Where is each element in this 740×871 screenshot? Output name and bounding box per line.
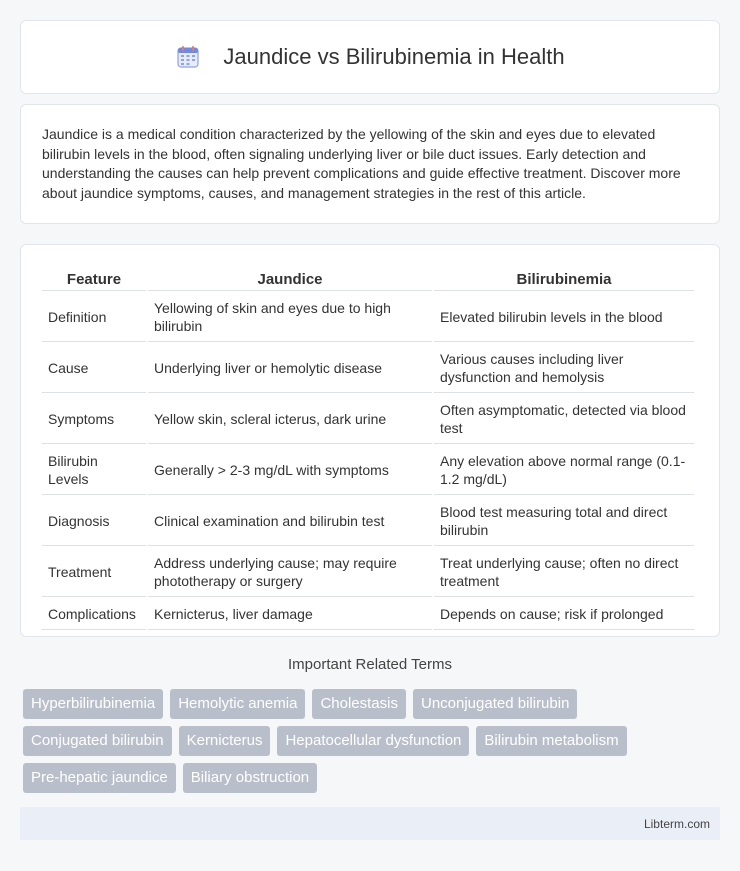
footer-site-link[interactable]: Libterm.com bbox=[643, 817, 710, 831]
row-jaundice: Kernicterus, liver damage bbox=[148, 599, 432, 630]
row-feature: Cause bbox=[42, 344, 146, 393]
row-feature: Treatment bbox=[42, 548, 146, 597]
row-bilirubinemia: Blood test measuring total and direct bilirubin bbox=[434, 497, 694, 546]
term-chip[interactable]: Hepatocellular dysfunction bbox=[277, 726, 469, 756]
row-jaundice: Address underlying cause; may require phototherapy or surgery bbox=[148, 548, 432, 597]
row-jaundice: Generally > 2-3 mg/dL with symptoms bbox=[148, 446, 432, 495]
comparison-table-card bbox=[20, 244, 720, 637]
term-chip[interactable]: Pre-hepatic jaundice bbox=[23, 763, 176, 793]
table-row bbox=[42, 548, 694, 597]
row-bilirubinemia: Often asymptomatic, detected via blood test bbox=[434, 395, 694, 444]
table-row bbox=[42, 497, 694, 546]
table-row bbox=[42, 395, 694, 444]
term-chip[interactable]: Cholestasis bbox=[312, 689, 406, 719]
row-feature: Definition bbox=[42, 293, 146, 342]
row-bilirubinemia: Various causes including liver dysfunction and hemolysis bbox=[434, 344, 694, 393]
header-jaundice: Jaundice bbox=[148, 265, 432, 291]
row-jaundice: Clinical examination and bilirubin test bbox=[148, 497, 432, 546]
term-chip[interactable]: Biliary obstruction bbox=[183, 763, 317, 793]
row-jaundice: Yellow skin, scleral icterus, dark urine bbox=[148, 395, 432, 444]
table-row bbox=[42, 293, 694, 342]
term-chip[interactable]: Bilirubin metabolism bbox=[476, 726, 626, 756]
related-terms-title: Important Related Terms bbox=[288, 656, 452, 673]
term-chip[interactable]: Hemolytic anemia bbox=[170, 689, 305, 719]
calendar-icon bbox=[175, 44, 201, 70]
row-feature: Diagnosis bbox=[42, 497, 146, 546]
page-title: Jaundice vs Bilirubinemia in Health bbox=[223, 44, 565, 69]
footer bbox=[20, 807, 720, 840]
row-bilirubinemia: Depends on cause; risk if prolonged bbox=[434, 599, 694, 630]
term-chip[interactable]: Unconjugated bilirubin bbox=[413, 689, 577, 719]
term-chip[interactable]: Conjugated bilirubin bbox=[23, 726, 172, 756]
intro-card bbox=[20, 104, 720, 224]
row-bilirubinemia: Any elevation above normal range (0.1-1.2 mg/dL) bbox=[434, 446, 694, 495]
intro-text: Jaundice is a medical condition characterized by the yellowing of the skin and eyes due to elevated bilirubin levels in the blood, often signaling underlying liver or bile duct issues. Early detection and understanding the causes can help prevent complications and guide effective treatment. Discover more about jaundice symptoms, causes, and management strategies in the rest of this article. bbox=[42, 126, 681, 201]
row-feature: Complications bbox=[42, 599, 146, 630]
table-row bbox=[42, 446, 694, 495]
table-header-row bbox=[42, 265, 694, 291]
row-jaundice: Yellowing of skin and eyes due to high bilirubin bbox=[148, 293, 432, 342]
related-terms-list bbox=[23, 689, 723, 800]
row-feature: Symptoms bbox=[42, 395, 146, 444]
row-bilirubinemia: Elevated bilirubin levels in the blood bbox=[434, 293, 694, 342]
header-card bbox=[20, 20, 720, 94]
term-chip[interactable]: Kernicterus bbox=[179, 726, 271, 756]
table-row bbox=[42, 599, 694, 630]
term-chip[interactable]: Hyperbilirubinemia bbox=[23, 689, 163, 719]
row-feature: Bilirubin Levels bbox=[42, 446, 146, 495]
header-bilirubinemia: Bilirubinemia bbox=[434, 265, 694, 291]
header-feature: Feature bbox=[42, 265, 146, 291]
table-row bbox=[42, 344, 694, 393]
row-jaundice: Underlying liver or hemolytic disease bbox=[148, 344, 432, 393]
row-bilirubinemia: Treat underlying cause; often no direct treatment bbox=[434, 548, 694, 597]
comparison-table bbox=[40, 263, 696, 632]
